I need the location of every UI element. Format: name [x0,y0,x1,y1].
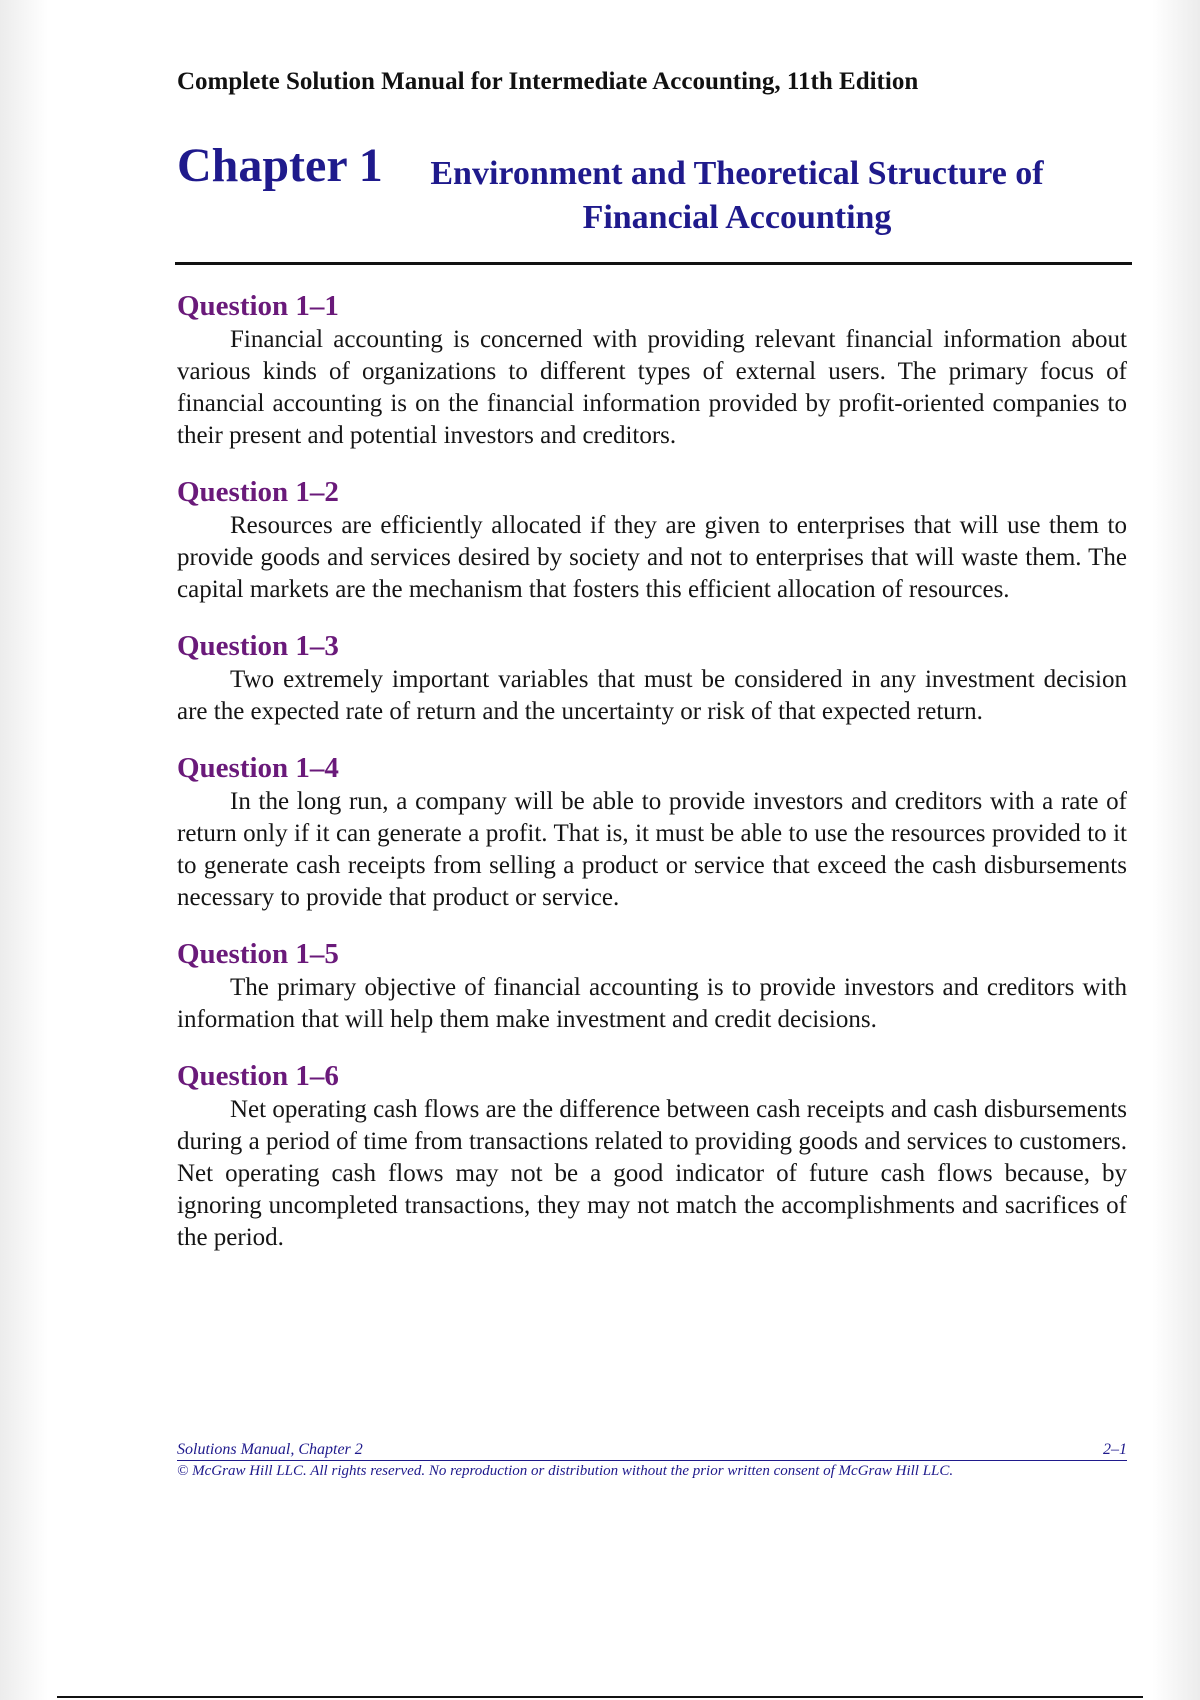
footer-copyright: © McGraw Hill LLC. All rights reserved. No reproduction or distribution without the prior written consent of McGraw Hill LLC. [177,1463,954,1479]
question-1-1 [177,288,1127,452]
bottom-divider [57,1696,1143,1698]
question-title: Question 1–1 [177,290,339,322]
page-footer [177,1441,1127,1480]
footer-line [177,1441,1127,1461]
question-answer: Financial accounting is concerned with providing relevant financial information about various kinds of organizations to different types of external users. The primary focus of financial accounting is on the financial information provided by profit-oriented companies to their present and potential investors and creditors. [177,326,1127,449]
question-answer: Two extremely important variables that must be considered in any investment decision are the expected rate of return and the uncertainty or risk of that expected return. [177,666,1127,725]
question-title: Question 1–6 [177,1060,339,1092]
chapter-title [407,152,1067,240]
question-title: Question 1–3 [177,630,339,662]
question-1-2 [177,474,1127,606]
question-title: Question 1–4 [177,752,339,784]
question-1-5 [177,936,1127,1036]
question-1-6 [177,1058,1127,1254]
question-1-3 [177,628,1127,728]
chapter-label: Chapter 1 [177,139,383,192]
question-title: Question 1–5 [177,938,339,970]
question-1-4 [177,750,1127,914]
question-list [177,288,1127,1276]
question-answer: Net operating cash flows are the difference between cash receipts and cash disbursements during a period of time from transactions related to providing goods and services to customers. Net operating cash flows may not be a good indicator of future cash flows because, by ignoring uncompleted transactions, they may not match the accomplishments and sacrifices of the period. [177,1096,1127,1251]
footer-source: Solutions Manual, Chapter 2 [177,1441,363,1458]
question-answer: Resources are efficiently allocated if they are given to enterprises that will use them to provide goods and services desired by society and not to enterprises that will waste them. The capital markets are the mechanism that fosters this efficient allocation of resources. [177,512,1127,603]
document-header: Complete Solution Manual for Intermediate Accounting, 11th Edition [177,68,919,95]
chapter-title-line-1: Environment and Theoretical Structure of [430,155,1044,192]
chapter-divider [175,262,1132,265]
page-number: 2–1 [1103,1441,1127,1458]
question-answer: The primary objective of financial accounting is to provide investors and creditors with information that will help them make investment and credit decisions. [177,974,1127,1033]
chapter-title-line-2: Financial Accounting [582,199,892,236]
question-title: Question 1–2 [177,476,339,508]
page-edge-left [0,0,48,1700]
question-answer: In the long run, a company will be able to provide investors and creditors with a rate of return only if it can generate a profit. That is, it must be able to use the resources provided to it to generate cash receipts from selling a product or service that exceed the cash disbursements necessary to provide that product or service. [177,788,1127,911]
page-edge-right [1152,0,1200,1700]
